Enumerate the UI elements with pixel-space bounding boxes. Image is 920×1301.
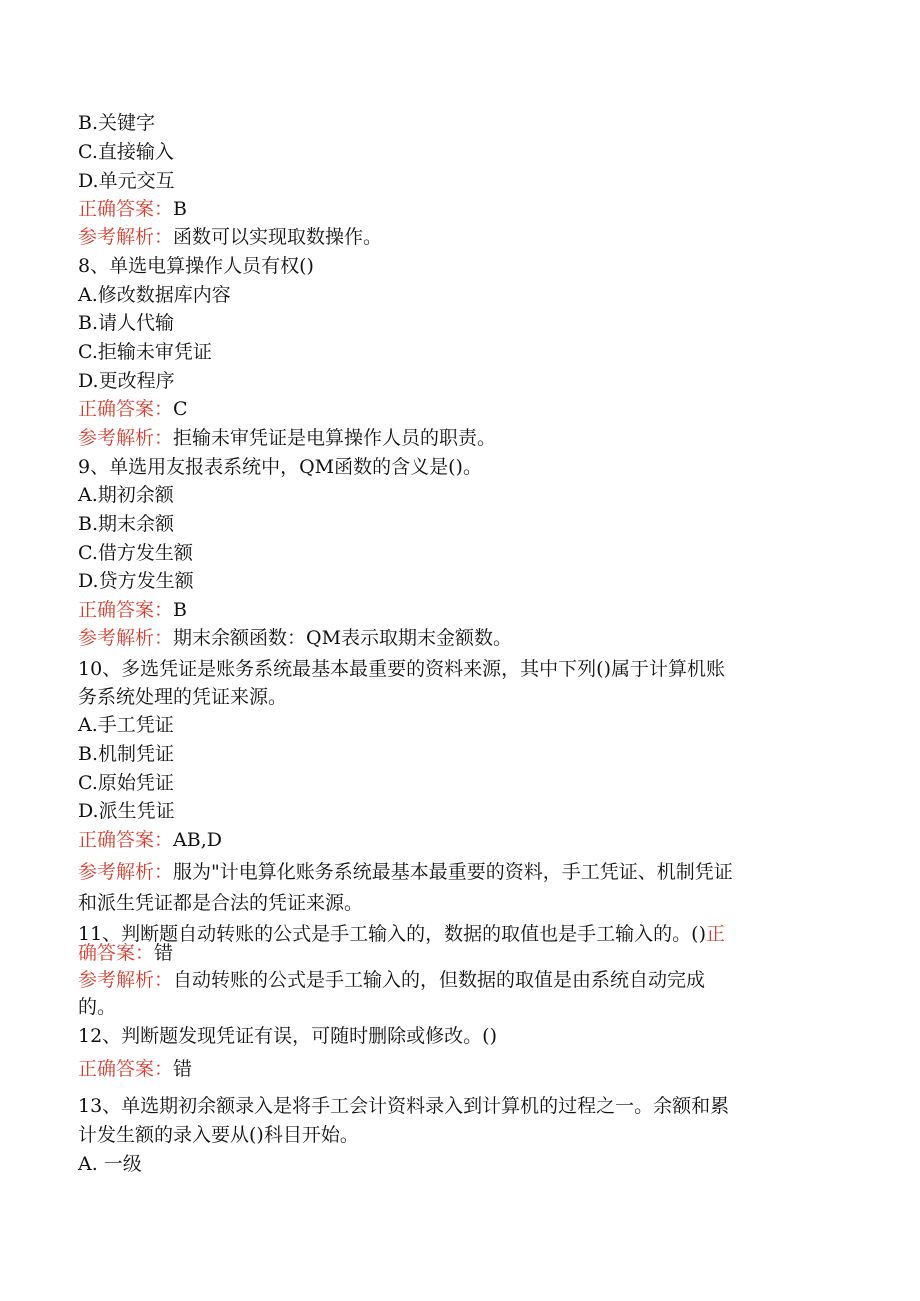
answer-label-part2: 确答案： (78, 942, 155, 964)
q7-answer (78, 196, 187, 222)
q13-stem-line1: 13、单选期初余额录入是将手工会计资料录入到计算机的过程之一。余额和累 (78, 1095, 730, 1117)
analysis-label: 参考解析： (78, 427, 174, 449)
q10-analysis-line1 (78, 859, 733, 885)
answer-label: 正确答案： (78, 599, 174, 621)
analysis-label: 参考解析： (78, 969, 174, 991)
analysis-text: 函数可以实现取数操作。 (173, 226, 383, 248)
answer-value: AB,D (173, 829, 222, 851)
answer-label-part1: 正 (706, 923, 726, 945)
analysis-text: 期末余额函数：QM表示取期末金额数。 (173, 627, 513, 649)
q9-stem: 9、单选用友报表系统中，QM函数的含义是()。 (78, 456, 482, 478)
q7-option-d: D.单元交互 (78, 170, 175, 192)
q10-stem-line1: 10、多选凭证是账务系统最基本最重要的资料来源，其中下列()属于计算机账 (78, 658, 726, 680)
q10-option-d: D.派生凭证 (78, 800, 175, 822)
q8-option-a: A.修改数据库内容 (78, 284, 231, 306)
q13-stem-line2: 计发生额的录入要从()科目开始。 (78, 1124, 359, 1146)
q10-analysis-line2: 和派生凭证都是合法的凭证来源。 (78, 892, 364, 914)
q11-analysis-line1 (78, 967, 705, 993)
answer-value: B (173, 599, 187, 621)
analysis-text: 自动转账的公式是手工输入的，但数据的取值是由系统自动完成 (173, 969, 706, 991)
analysis-text: 服为"计电算化账务系统最基本最重要的资料，手工凭证、机制凭证 (173, 861, 733, 883)
q13-option-a: A. 一级 (78, 1153, 142, 1175)
q11-analysis-line2: 的。 (78, 996, 117, 1018)
answer-label: 正确答案： (78, 198, 174, 220)
q8-option-b: B.请人代输 (78, 312, 175, 334)
q11-answer (78, 940, 173, 966)
q7-analysis (78, 224, 382, 250)
q7-option-c: C.直接输入 (78, 141, 174, 163)
analysis-label: 参考解析： (78, 226, 174, 248)
q8-analysis (78, 425, 496, 451)
q9-option-b: B.期末余额 (78, 513, 175, 535)
answer-value: 错 (173, 1058, 193, 1080)
q10-option-a: A.手工凭证 (78, 714, 174, 736)
q10-answer (78, 827, 222, 853)
answer-label: 正确答案： (78, 1058, 174, 1080)
q10-option-b: B.机制凭证 (78, 743, 175, 765)
analysis-text: 拒输未审凭证是电算操作人员的职责。 (173, 427, 497, 449)
analysis-label: 参考解析： (78, 627, 174, 649)
q10-option-c: C.原始凭证 (78, 772, 174, 794)
answer-label: 正确答案： (78, 829, 174, 851)
q10-stem-line2: 务系统处理的凭证来源。 (78, 686, 288, 708)
q11-stem (78, 921, 725, 947)
analysis-label: 参考解析： (78, 861, 174, 883)
q9-answer (78, 597, 187, 623)
q8-option-c: C.拒输未审凭证 (78, 341, 212, 363)
answer-value: C (173, 398, 188, 420)
q8-stem: 8、单选电算操作人员有权() (78, 255, 314, 277)
q12-answer (78, 1056, 192, 1082)
q9-analysis (78, 625, 512, 651)
q11-stem-text: 11、判断题自动转账的公式是手工输入的，数据的取值也是手工输入的。() (78, 923, 707, 945)
q8-answer (78, 396, 188, 422)
answer-value: 错 (154, 942, 174, 964)
q8-option-d: D.更改程序 (78, 370, 175, 392)
q12-stem: 12、判断题发现凭证有误，可随时删除或修改。() (78, 1025, 498, 1047)
q9-option-d: D.贷方发生额 (78, 570, 194, 592)
answer-label: 正确答案： (78, 398, 174, 420)
q9-option-a: A.期初余额 (78, 484, 174, 506)
q7-option-b: B.关键字 (78, 112, 156, 134)
q9-option-c: C.借方发生额 (78, 542, 193, 564)
answer-value: B (173, 198, 187, 220)
